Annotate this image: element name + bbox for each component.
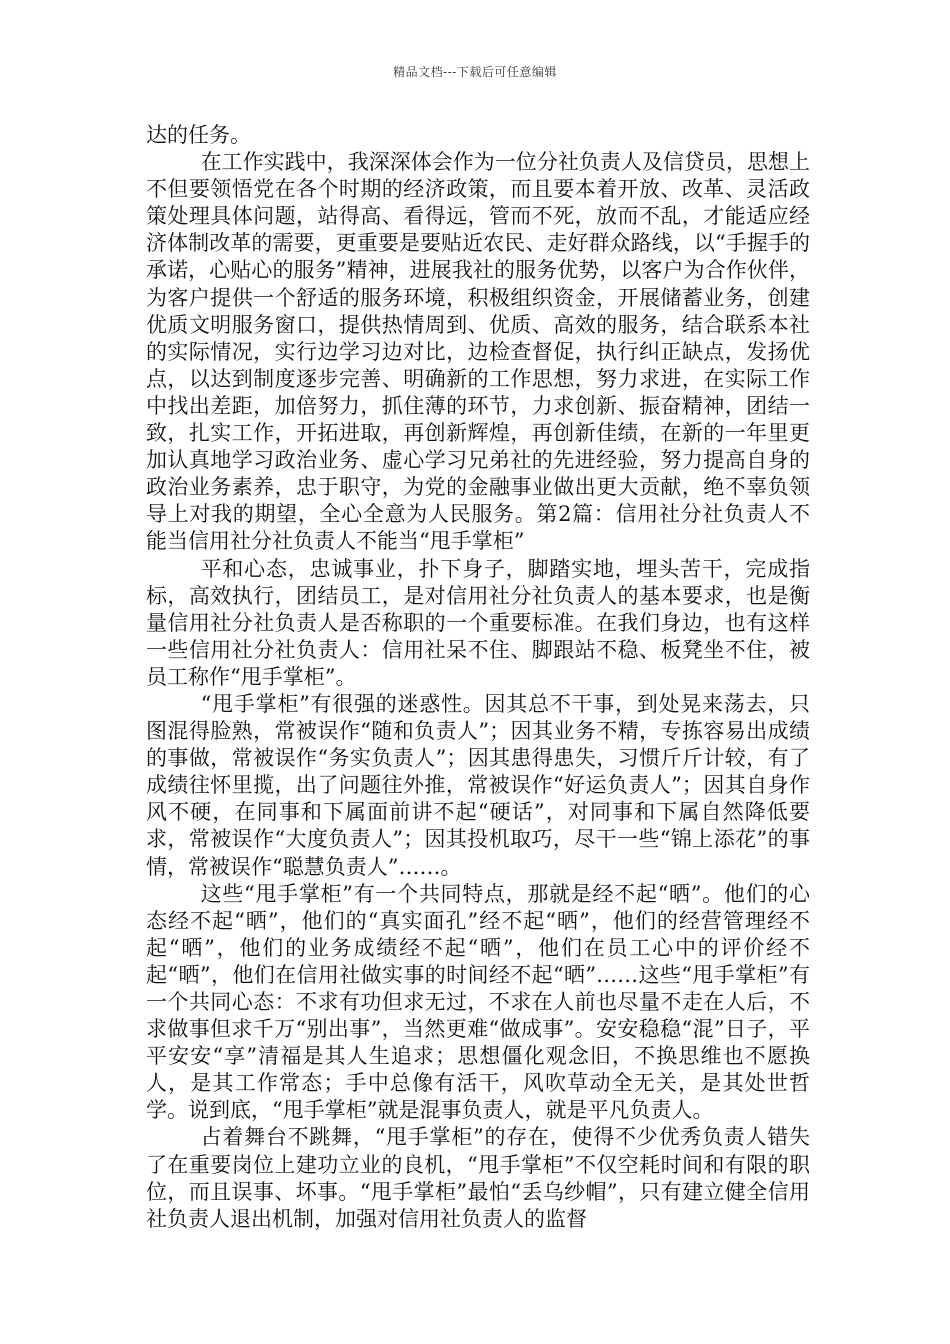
page-header: 精品文档---下载后可任意编辑 (393, 65, 557, 79)
paragraph: 平和心态，忠诚事业，扑下身子，脚踏实地，埋头苦干，完成指标，高效执行，团结员工，是对信用社分社负责人的基本要求，也是衡量信用社分社负责人是否称职的一个重要标准。在我们身边，也有这样一些信用社分社负责人：信用社呆不住、脚跟站不稳、板凳坐不住，被员工称作“甩手掌柜”。 (146, 556, 810, 689)
paragraph: 在工作实践中，我深深体会作为一位分社负责人及信贷员，思想上不但要领悟党在各个时期的经济政策，而且要本着开放、改革、灵活政策处理具体问题，站得高、看得远，管而不死，放而不乱，才能适应经济体制改革的需要，更重要是要贴近农民、走好群众路线，以“手握手的承诺，心贴心的服务”精神，进展我社的服务优势，以客户为合作伙伴，为客户提供一个舒适的服务环境，积极组织资金，开展储蓄业务，创建优质文明服务窗口，提供热情周到、优质、高效的服务，结合联系本社的实际情况，实行边学习边对比，边检查督促，执行纠正缺点，发扬优点，以达到制度逐步完善、明确新的工作思想，努力求进，在实际工作中找出差距，加倍努力，抓住薄的环节，力求创新、振奋精神，团结一致，扎实工作，开拓进取，再创新辉煌，再创新佳绩，在新的一年里更加认真地学习政治业务、虚心学习兄弟社的先进经验，努力提高自身的政治业务素养，忠于职守，为党的金融事业做出更大贡献，绝不辜负领导上对我的期望，全心全意为人民服务。第2篇：信用社分社负责人不能当信用社分社负责人不能当“甩手掌柜” (146, 150, 810, 554)
paragraph: 这些“甩手掌柜”有一个共同特点，那就是经不起“晒”。他们的心态经不起“晒”，他们的“真实面孔”经不起“晒”，他们的经营管理经不起“晒”，他们的业务成绩经不起“晒”，他们在员工心中的评价经不起“晒”，他们在信用社做实事的时间经不起“晒”……这些“甩手掌柜”有一个共同心态：不求有功但求无过，不求在人前也尽量不走在人后，不求做事但求千万“别出事”，当然更难“做成事”。安安稳稳“混”日子，平平安安“享”清福是其人生追求；思想僵化观念旧，不换思维也不愿换人，是其工作常态；手中总像有活干，风吹草动全无关，是其处世哲学。说到底，“甩手掌柜”就是混事负责人，就是平凡负责人。 (146, 881, 810, 1123)
paragraph-continuation: 达的任务。 (146, 123, 251, 147)
paragraph: 占着舞台不跳舞，“甩手掌柜”的存在，使得不少优秀负责人错失了在重要岗位上建功立业的良机，“甩手掌柜”不仅空耗时间和有限的职位，而且误事、坏事。“甩手掌柜”最怕“丢乌纱帽”，只有建立健全信用社负责人退出机制，加强对信用社负责人的监督 (146, 1125, 810, 1231)
document-body (146, 122, 810, 1233)
paragraph: “甩手掌柜”有很强的迷惑性。因其总不干事，到处晃来荡去，只图混得脸熟，常被误作“随和负责人”；因其业务不精，专拣容易出成绩的事做，常被误作“务实负责人”；因其患得患失，习惯斤斤计较，有了成绩往怀里揽，出了问题往外推，常被误作“好运负责人”；因其自身作风不硬，在同事和下属面前讲不起“硬话”，对同事和下属自然降低要求，常被误作“大度负责人”；因其投机取巧，尽干一些“锦上添花”的事情，常被误作“聪慧负责人”……。 (146, 691, 810, 879)
